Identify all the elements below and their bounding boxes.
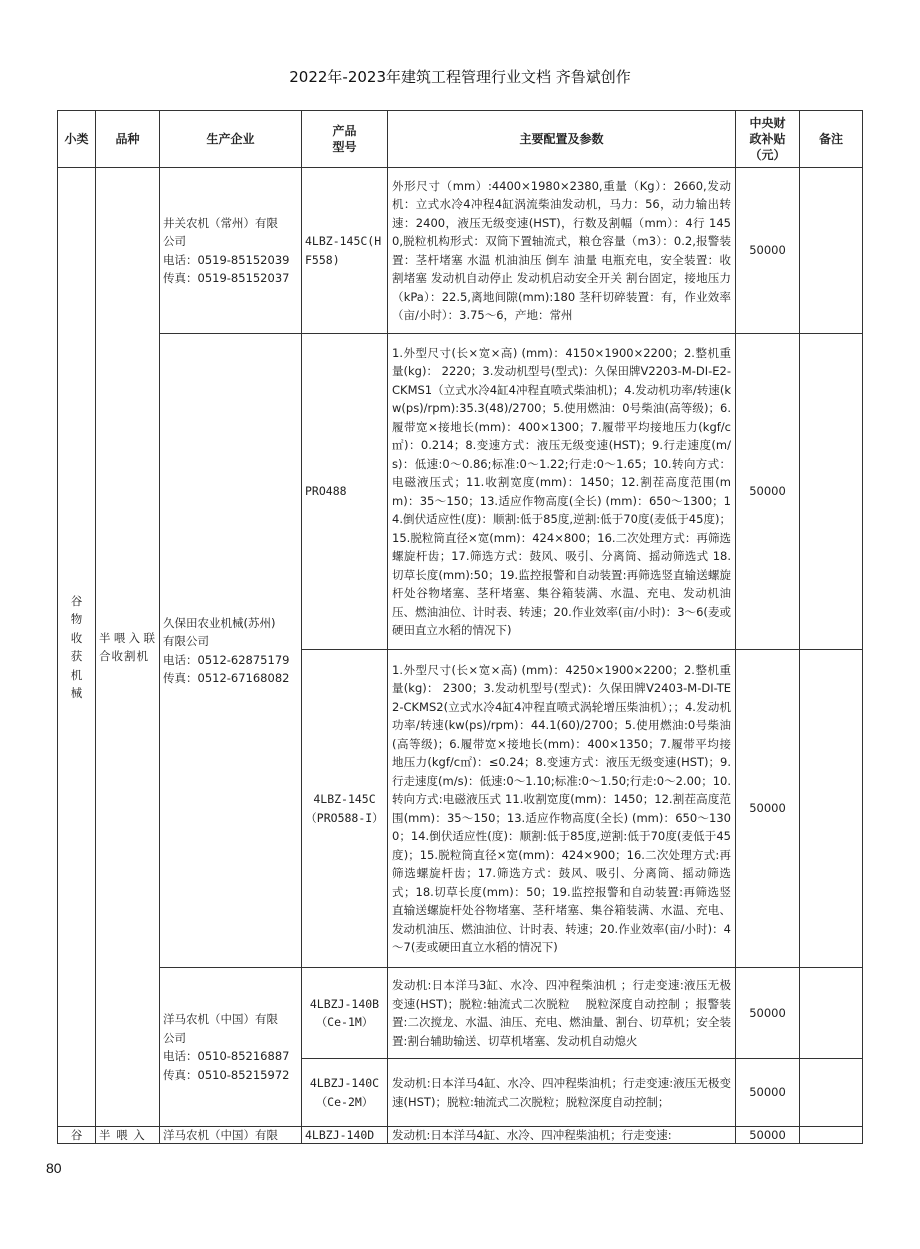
maker-name-line: 井关农机（常州）有限	[163, 215, 278, 230]
col-header-note: 备注	[800, 111, 863, 168]
maker-tel: 电话：0519-85152039	[163, 252, 290, 267]
variety-cell	[96, 168, 160, 1127]
model-cell: PRO488	[302, 334, 388, 650]
maker-name-line: 公司	[163, 234, 186, 248]
col-header-maker: 生产企业	[160, 111, 302, 168]
col-header-model: 产品 型号	[302, 111, 388, 168]
table-row	[58, 1127, 863, 1144]
note-cell	[800, 168, 863, 334]
maker-fax: 传真：0519-85152037	[163, 271, 290, 285]
note-cell	[800, 334, 863, 650]
maker-cell	[160, 168, 302, 334]
spec-cell: 外形尺寸（mm）:4400×1980×2380,重量（Kg）：2660,发动机：立式水冷4冲程4缸涡流柴油发动机，马力：56，动力输出转速：2400，液压无级变速(HST)，行数及割幅（mm）：4行 1450,脱粒机构形式：双筒下置轴流式，粮仓容量（m3）：0.2,报警装置：茎杆堵塞 水温 机油油压 倒车 油量 电瓶充电，安全装置：收割堵塞 发动机自动停止 发动机启动安全开关 割台固定，接地压力（kPa）：22.5,离地间隙(mm):180 茎秆切碎装置：有，作业效率（亩/小时）：3.75～6，产地：常州	[388, 168, 736, 334]
category-cell	[58, 168, 96, 1127]
note-cell	[800, 1127, 863, 1144]
col-header-variety: 品种	[96, 111, 160, 168]
spec-cell: 1.外型尺寸(长×宽×高) (mm)：4150×1900×2200；2.整机重量(kg)： 2220；3.发动机型号(型式)：久保田牌V2203-M-DI-E2-CKMS1（立式水冷4缸4冲程直喷式柴油机)；4.发动机功率/转速(kw(ps)/rpm):35.3(48)/2700；5.使用燃油：0号柴油(高等级)；6.履带宽×接地长(mm)：400×1300；7.履带平均接地压力(kgf/c㎡)：0.214；8.变速方式：液压无级变速(HST)；9.行走速度(m/s)：低速:0～0.86;标准:0～1.22;行走:0～1.65；10.转向方式：电磁液压式；11.收割宽度(mm)：1450；12.割茬高度范围(mm)：35～150；13.适应作物高度(全长) (mm)：650～1300；14.倒伏适应性(度)：顺割:低于85度,逆割:低于70度(麦低于45度)；15.脱粒筒直径×宽(mm)：424×800；16.二次处理方式：再筛选螺旋杆齿；17.筛选方式：鼓风、吸引、分离筒、摇动筛选式 18.切草长度(mm):50；19.监控报警和自动装置:再筛选竖直输送螺旋杆处谷物堵塞、茎秆堵塞、集谷箱装满、水温、充电、发动机油压、燃油油位、计时表、转速；20.作业效率(亩/小时)：3～6(麦或硬田直立水稻的情况下)	[388, 334, 736, 650]
document-header: 2022年-2023年建筑工程管理行业文档 齐鲁斌创作	[289, 68, 631, 86]
maker-tel: 电话：0510-85216887	[163, 1049, 290, 1063]
spec-cell: 1.外型尺寸(长×宽×高) (mm)：4250×1900×2200；2.整机重量(kg)： 2300；3.发动机型号(型式)：久保田牌V2403-M-DI-TE2-CKMS2(立式水冷4缸4冲程直喷式涡轮增压柴油机）；；4.发动机功率/转速(kw(ps)/rpm)：44.1(60)/2700；5.使用燃油:0号柴油(高等级)；6.履带宽×接地长(mm)：400×1350；7.履带平均接地压力(kgf/c㎡)：≤0.24；8.变速方式：液压无级变速(HST)；9.行走速度(m/s)：低速:0～1.10;标准:0～1.50;行走:0～2.00；10.转向方式:电磁液压式 11.收割宽度(mm)：1450；12.割茬高度范围(mm)：35～150；13.适应作物高度(全长) (mm)：650～1300；14.倒伏适应性(度)：顺割:低于85度,逆割:低于70度(麦低于45度)；15.脱粒筒直径×宽(mm)：424×900；16.二次处理方式:再筛选螺旋杆齿；17.筛选方式：鼓风、吸引、分离筒、摇动筛选式；18.切草长度(mm)：50；19.监控报警和自动装置:再筛选竖直输送螺旋杆处谷物堵塞、茎秆堵塞、集谷箱装满、水温、充电、发动机油压、燃油油位、计时表、转速；20.作业效率(亩/小时)：4～7(麦或硬田直立水稻的情况下)	[388, 650, 736, 968]
category-label: 谷物收获机械	[70, 593, 83, 700]
maker-fax: 传真：0510-85215972	[163, 1067, 290, 1082]
table-header-row	[58, 111, 863, 168]
subsidy-cell: 50000	[736, 168, 800, 334]
note-cell	[800, 1059, 863, 1127]
col-header-category: 小类	[58, 111, 96, 168]
model-cell: 4LBZJ-140B（Ce-1M）	[302, 968, 388, 1059]
subsidy-cell: 50000	[736, 334, 800, 650]
subsidy-spec-table	[57, 110, 863, 1144]
model-cell: 4LBZJ-140D	[302, 1127, 388, 1144]
maker-cell	[160, 334, 302, 968]
category-cell: 谷	[58, 1127, 96, 1144]
maker-cell	[160, 968, 302, 1127]
model-cell: 4LBZ-145C(HF558)	[302, 168, 388, 334]
maker-name-line: 久保田农业机械(苏州)	[163, 615, 276, 630]
spec-cell: 发动机:日本洋马3缸、水冷、四冲程柴油机 ；行走变速:液压无极变速(HST)；脱粒:轴流式二次脱粒 脱粒深度自动控制 ；报警装置:二次搅龙、水温、油压、充电、燃油量、割台、切草机；安全装置:割台辅助输送、切草机堵塞、发动机自动熄火	[388, 968, 736, 1059]
table-row	[58, 968, 863, 1059]
subsidy-cell: 50000	[736, 968, 800, 1059]
col-header-spec: 主要配置及参数	[388, 111, 736, 168]
subsidy-cell: 50000	[736, 1059, 800, 1127]
note-cell	[800, 650, 863, 968]
maker-name-line: 公司	[163, 1030, 186, 1045]
note-cell	[800, 968, 863, 1059]
spec-cell: 发动机:日本洋马4缸、水冷、四冲程柴油机；行走变速:	[388, 1127, 736, 1144]
maker-cell: 洋马农机（中国）有限	[160, 1127, 302, 1144]
model-cell: 4LBZ-145C（PRO588-I）	[302, 650, 388, 968]
model-cell: 4LBZJ-140C（Ce-2M）	[302, 1059, 388, 1127]
variety-cell: 半 喂 入	[96, 1127, 160, 1144]
page-number: 80	[46, 1160, 62, 1176]
subsidy-cell: 50000	[736, 650, 800, 968]
maker-name-line: 洋马农机（中国）有限	[163, 1012, 278, 1026]
spec-cell: 发动机:日本洋马4缸、水冷、四冲程柴油机；行走变速:液压无极变速(HST)；脱粒:轴流式二次脱粒；脱粒深度自动控制；	[388, 1059, 736, 1127]
maker-fax: 传真：0512-67168082	[163, 671, 290, 685]
maker-name-line: 有限公司	[163, 634, 209, 648]
table-row	[58, 168, 863, 334]
table-row	[58, 334, 863, 650]
variety-label: 半喂入联合收割机	[99, 630, 156, 663]
col-header-subsidy: 中央财 政补贴 （元）	[736, 111, 800, 168]
subsidy-cell: 50000	[736, 1127, 800, 1144]
maker-tel: 电话：0512-62875179	[163, 652, 290, 667]
